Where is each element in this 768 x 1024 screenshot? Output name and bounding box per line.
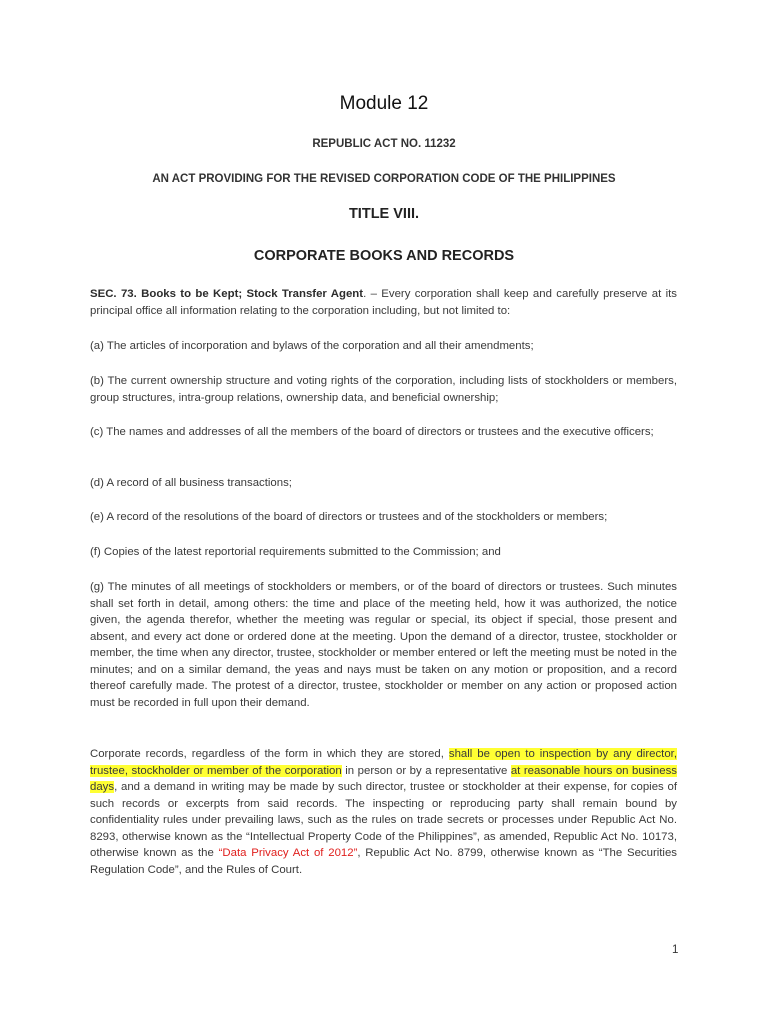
page-number: 1 [672, 944, 679, 956]
list-item-g: (g) The minutes of all meetings of stockholders or members, or of the board of directors or trustees. Such minutes shall set forth in detail, among others: the time and place of the meeting held, how it was authorized, the notice given, the agenda therefor, whether the meeting was regular or special, its object if special, those present and absent, and every act done or ordered done at the meeting. Upon the demand of a director, trustee, stockholder or member, the time when any director, trustee, stockholder or member entered or left the meeting must be noted in the minutes; and on a similar demand, the yeas and nays must be taken on any motion or proposition, and a record thereof carefully made. The protest of a director, trustee, stockholder or member on any action or proposed action must be recorded in full upon their demand. [90, 581, 677, 709]
records-text-4: , Republic Act No. 8799, otherwise known as “The Securities Regulation Code”, and the Rules of Court. [90, 847, 677, 876]
section-intro: . – Every corporation shall keep and carefully preserve at its principal office all information relating to the corporation including, but not limited to: [90, 288, 677, 317]
title-heading: TITLE VIII. [348, 206, 420, 222]
list-item-a: (a) The articles of incorporation and bylaws of the corporation and all their amendments; [90, 340, 534, 352]
list-item-e: (e) A record of the resolutions of the board of directors or trustees and of the stockholders or members; [90, 511, 608, 523]
data-privacy-act-text: “Data Privacy Act of 2012” [218, 847, 358, 859]
module-title: Module 12 [339, 93, 429, 114]
act-title: AN ACT PROVIDING FOR THE REVISED CORPORATION CODE OF THE PHILIPPINES [152, 173, 616, 185]
republic-act-number: REPUBLIC ACT NO. 11232 [312, 138, 456, 150]
records-paragraph [90, 746, 677, 878]
highlight-business-hours: at reasonable hours on business days [90, 764, 677, 793]
list-item-f: (f) Copies of the latest reportorial requirements submitted to the Commission; and [90, 546, 501, 558]
records-text-3: , and a demand in writing may be made by such director, trustee or stockholder at their expense, for copies of such records or excerpts from said records. The inspecting or reproducing party shall remain bound by confidentiality rules under prevailing laws, such as the rules on trade secrets or processes under Republic Act No. 8293, otherwise known as the “Intellectual Property Code of the Philippines”, as amended, Republic Act No. 10173, otherwise known as the [90, 781, 677, 859]
section-heading: SEC. 73. Books to be Kept; Stock Transfer Agent [90, 288, 364, 300]
chapter-heading: CORPORATE BOOKS AND RECORDS [253, 248, 515, 264]
list-item-c: (c) The names and addresses of all the members of the board of directors or trustees and the executive officers; [90, 426, 654, 438]
list-item-d: (d) A record of all business transactions; [90, 477, 292, 489]
records-text-2: in person or by a representative [341, 764, 511, 777]
list-item-b: (b) The current ownership structure and voting rights of the corporation, including lists of stockholders or members, group structures, intra-group relations, ownership data, and beneficial ownership; [90, 375, 677, 404]
highlight-inspection: shall be open to inspection by any director, trustee, stockholder or member of the corporation [90, 748, 677, 777]
section-73-paragraph [90, 286, 677, 319]
records-text-1: Corporate records, regardless of the form in which they are stored, [90, 748, 449, 760]
